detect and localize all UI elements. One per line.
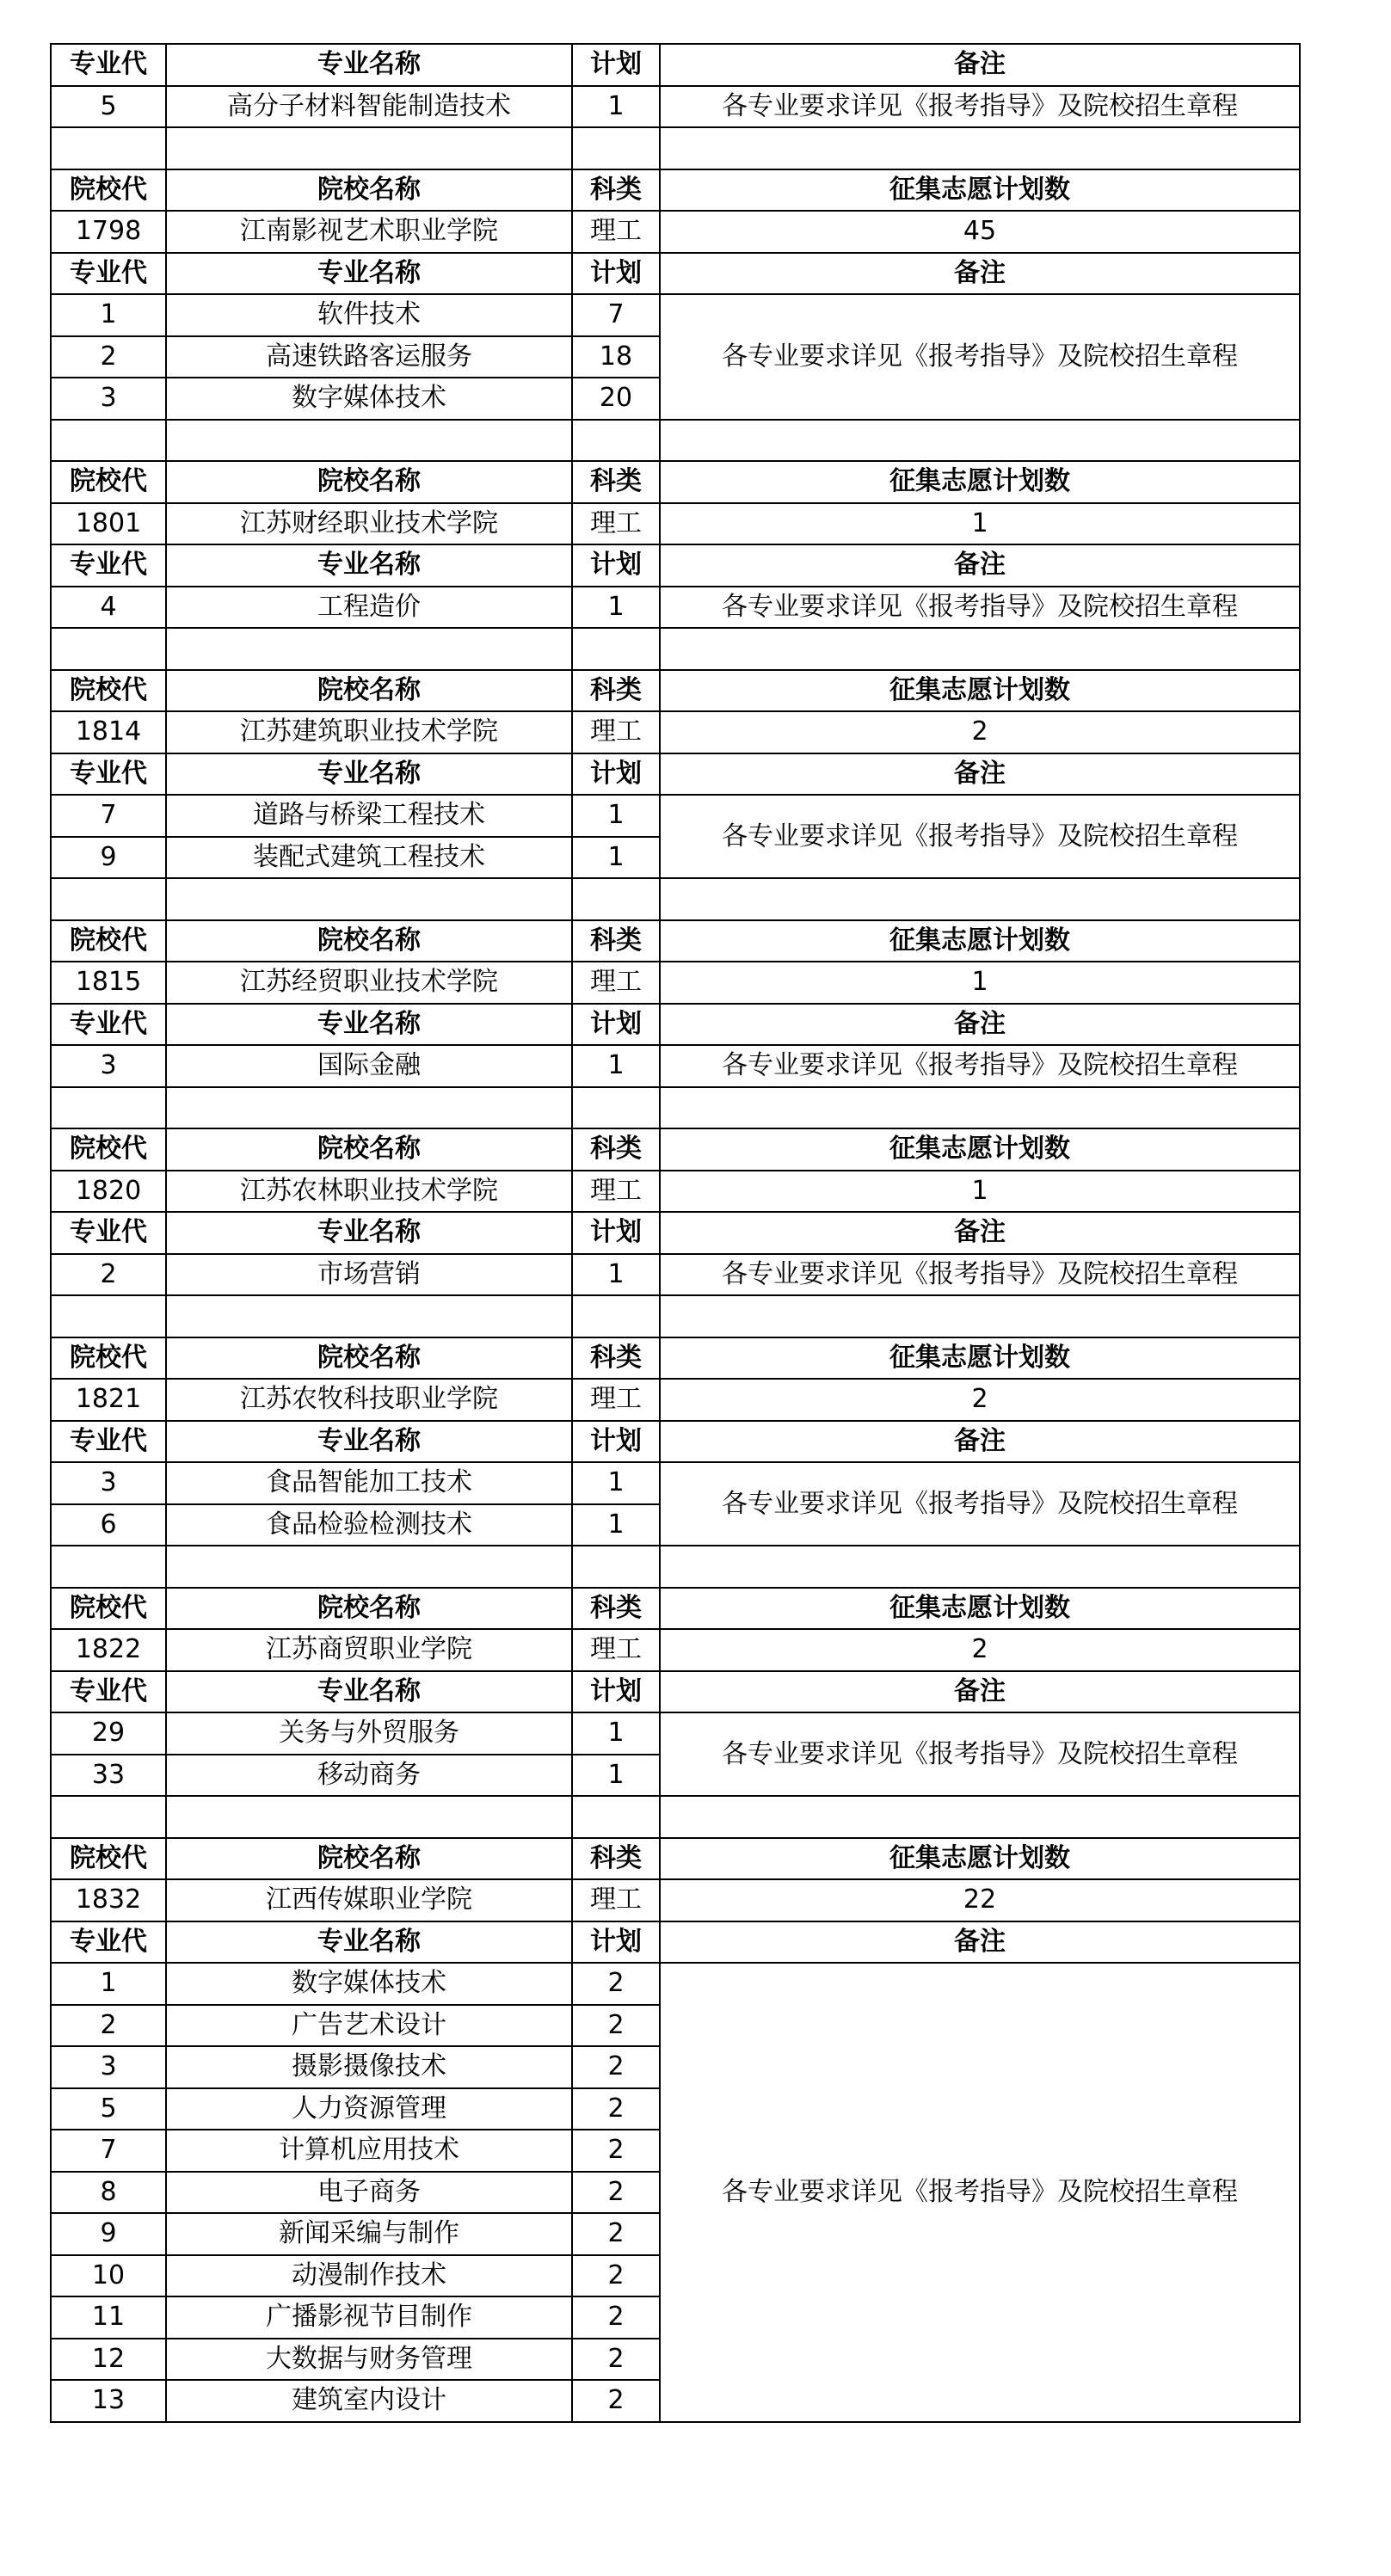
empty-cell: [660, 1087, 1300, 1129]
plan-header: 计划: [572, 253, 660, 295]
school-code: 1821: [51, 1379, 166, 1421]
empty-cell: [51, 127, 166, 169]
empty-cell: [51, 1087, 166, 1129]
school-supp-plan: 2: [660, 711, 1300, 753]
empty-cell: [51, 1796, 166, 1838]
school-header-row: [51, 461, 1300, 503]
major-code: 8: [51, 2172, 166, 2214]
empty-cell: [166, 878, 572, 920]
major-header-row: [51, 1671, 1300, 1713]
school-row: [51, 1171, 1300, 1213]
major-row: [51, 1712, 1300, 1755]
empty-cell: [660, 1295, 1300, 1337]
major-code: 2: [51, 336, 166, 378]
empty-cell: [660, 127, 1300, 169]
school-name: 江苏财经职业技术学院: [166, 503, 572, 545]
spacer-row: [51, 1796, 1300, 1838]
major-name: 广告艺术设计: [166, 2005, 572, 2047]
major-code-header: 专业代: [51, 1921, 166, 1964]
spacer-row: [51, 127, 1300, 169]
school-name-header: 院校名称: [166, 670, 572, 712]
major-code-header: 专业代: [51, 753, 166, 796]
school-supp-plan: 1: [660, 1171, 1300, 1213]
major-plan: 2: [572, 2005, 660, 2047]
category-header: 科类: [572, 670, 660, 712]
category-header: 科类: [572, 1128, 660, 1171]
major-header-row: [51, 1212, 1300, 1254]
remark-cell: 各专业要求详见《报考指导》及院校招生章程: [660, 1462, 1300, 1546]
major-code-header: 专业代: [51, 1421, 166, 1463]
remark-cell: 各专业要求详见《报考指导》及院校招生章程: [660, 86, 1300, 128]
school-header-row: [51, 670, 1300, 712]
spacer-row: [51, 1295, 1300, 1337]
supp-plan-header: 征集志愿计划数: [660, 169, 1300, 212]
spacer-row: [51, 1546, 1300, 1588]
major-name: 工程造价: [166, 587, 572, 629]
enrollment-sheet: [50, 43, 1301, 2423]
school-name: 江西传媒职业学院: [166, 1879, 572, 1921]
major-code: 5: [51, 2088, 166, 2130]
plan-header: 计划: [572, 753, 660, 796]
major-name-header: 专业名称: [166, 44, 572, 86]
remark-cell: 各专业要求详见《报考指导》及院校招生章程: [660, 1045, 1300, 1087]
remark-header: 备注: [660, 253, 1300, 295]
major-plan: 1: [572, 1504, 660, 1546]
school-code: 1815: [51, 962, 166, 1004]
major-name: 计算机应用技术: [166, 2130, 572, 2172]
major-row: [51, 86, 1300, 128]
school-header-row: [51, 1588, 1300, 1630]
school-code: 1814: [51, 711, 166, 753]
school-code-header: 院校代: [51, 1838, 166, 1880]
major-plan: 1: [572, 837, 660, 879]
empty-cell: [572, 628, 660, 670]
school-name-header: 院校名称: [166, 461, 572, 503]
major-plan: 2: [572, 2130, 660, 2172]
major-plan: 2: [572, 2088, 660, 2130]
empty-cell: [572, 1295, 660, 1337]
major-plan: 2: [572, 1963, 660, 2005]
school-header-row: [51, 920, 1300, 962]
school-header-row: [51, 1128, 1300, 1171]
school-row: [51, 962, 1300, 1004]
major-name: 关务与外贸服务: [166, 1712, 572, 1755]
school-supp-plan: 2: [660, 1629, 1300, 1671]
spacer-row: [51, 878, 1300, 920]
school-name: 江苏农林职业技术学院: [166, 1171, 572, 1213]
plan-header: 计划: [572, 1004, 660, 1046]
major-code: 33: [51, 1755, 166, 1797]
empty-cell: [660, 878, 1300, 920]
empty-cell: [51, 420, 166, 462]
major-code: 6: [51, 1504, 166, 1546]
empty-cell: [660, 1546, 1300, 1588]
spacer-row: [51, 1087, 1300, 1129]
major-name: 摄影摄像技术: [166, 2046, 572, 2088]
supp-plan-header: 征集志愿计划数: [660, 670, 1300, 712]
category-header: 科类: [572, 461, 660, 503]
remark-cell: 各专业要求详见《报考指导》及院校招生章程: [660, 1712, 1300, 1796]
plan-header: 计划: [572, 1671, 660, 1713]
school-code-header: 院校代: [51, 1128, 166, 1171]
major-code: 9: [51, 2213, 166, 2255]
major-header-row: [51, 753, 1300, 796]
school-category: 理工: [572, 962, 660, 1004]
plan-header: 计划: [572, 1421, 660, 1463]
school-name: 江苏农牧科技职业学院: [166, 1379, 572, 1421]
remark-cell: 各专业要求详见《报考指导》及院校招生章程: [660, 294, 1300, 420]
major-row: [51, 587, 1300, 629]
school-category: 理工: [572, 711, 660, 753]
major-code: 3: [51, 2046, 166, 2088]
school-code: 1801: [51, 503, 166, 545]
major-name-header: 专业名称: [166, 253, 572, 295]
empty-cell: [51, 1295, 166, 1337]
school-name-header: 院校名称: [166, 1337, 572, 1380]
major-name-header: 专业名称: [166, 1671, 572, 1713]
remark-header: 备注: [660, 1004, 1300, 1046]
remark-cell: 各专业要求详见《报考指导》及院校招生章程: [660, 795, 1300, 878]
supp-plan-header: 征集志愿计划数: [660, 461, 1300, 503]
spacer-row: [51, 420, 1300, 462]
major-header-row: [51, 544, 1300, 587]
school-category: 理工: [572, 1879, 660, 1921]
school-row: [51, 711, 1300, 753]
major-plan: 18: [572, 336, 660, 378]
major-name: 装配式建筑工程技术: [166, 837, 572, 879]
major-code: 1: [51, 294, 166, 336]
school-name-header: 院校名称: [166, 1838, 572, 1880]
major-row: [51, 1963, 1300, 2005]
school-row: [51, 503, 1300, 545]
remark-header: 备注: [660, 1421, 1300, 1463]
major-name: 移动商务: [166, 1755, 572, 1797]
major-name-header: 专业名称: [166, 1421, 572, 1463]
category-header: 科类: [572, 1588, 660, 1630]
school-category: 理工: [572, 211, 660, 253]
school-category: 理工: [572, 1379, 660, 1421]
school-code-header: 院校代: [51, 1588, 166, 1630]
category-header: 科类: [572, 1337, 660, 1380]
school-code-header: 院校代: [51, 920, 166, 962]
major-code-header: 专业代: [51, 1212, 166, 1254]
major-code: 3: [51, 1462, 166, 1504]
empty-cell: [572, 1087, 660, 1129]
major-plan: 20: [572, 378, 660, 420]
school-supp-plan: 1: [660, 503, 1300, 545]
major-name-header: 专业名称: [166, 1212, 572, 1254]
major-name: 大数据与财务管理: [166, 2339, 572, 2381]
remark-cell: 各专业要求详见《报考指导》及院校招生章程: [660, 1963, 1300, 2422]
plan-header: 计划: [572, 1212, 660, 1254]
enrollment-table: [50, 43, 1301, 2423]
major-row: [51, 1462, 1300, 1504]
empty-cell: [51, 878, 166, 920]
empty-cell: [572, 420, 660, 462]
major-code: 4: [51, 587, 166, 629]
major-name: 食品智能加工技术: [166, 1462, 572, 1504]
remark-header: 备注: [660, 1921, 1300, 1964]
major-code: 29: [51, 1712, 166, 1755]
school-code-header: 院校代: [51, 1337, 166, 1380]
school-row: [51, 1629, 1300, 1671]
major-header-row: [51, 44, 1300, 86]
major-plan: 1: [572, 795, 660, 837]
school-name-header: 院校名称: [166, 1128, 572, 1171]
major-plan: 1: [572, 587, 660, 629]
major-plan: 2: [572, 2046, 660, 2088]
major-plan: 2: [572, 2172, 660, 2214]
empty-cell: [166, 420, 572, 462]
major-code: 3: [51, 1045, 166, 1087]
plan-header: 计划: [572, 44, 660, 86]
major-code: 9: [51, 837, 166, 879]
school-code: 1832: [51, 1879, 166, 1921]
empty-cell: [660, 1796, 1300, 1838]
supp-plan-header: 征集志愿计划数: [660, 1128, 1300, 1171]
remark-header: 备注: [660, 1671, 1300, 1713]
major-plan: 2: [572, 2213, 660, 2255]
major-name: 道路与桥梁工程技术: [166, 795, 572, 837]
major-name: 国际金融: [166, 1045, 572, 1087]
major-header-row: [51, 1421, 1300, 1463]
school-category: 理工: [572, 503, 660, 545]
school-supp-plan: 45: [660, 211, 1300, 253]
major-code-header: 专业代: [51, 44, 166, 86]
major-code: 7: [51, 795, 166, 837]
major-row: [51, 294, 1300, 336]
remark-header: 备注: [660, 544, 1300, 587]
major-code: 2: [51, 1254, 166, 1296]
major-code: 13: [51, 2380, 166, 2422]
major-plan: 1: [572, 1462, 660, 1504]
empty-cell: [166, 1295, 572, 1337]
major-name: 市场营销: [166, 1254, 572, 1296]
school-name-header: 院校名称: [166, 1588, 572, 1630]
category-header: 科类: [572, 169, 660, 212]
empty-cell: [572, 1796, 660, 1838]
school-header-row: [51, 1337, 1300, 1380]
school-row: [51, 1879, 1300, 1921]
remark-header: 备注: [660, 44, 1300, 86]
remark-cell: 各专业要求详见《报考指导》及院校招生章程: [660, 587, 1300, 629]
major-code-header: 专业代: [51, 544, 166, 587]
school-code: 1798: [51, 211, 166, 253]
school-row: [51, 211, 1300, 253]
empty-cell: [166, 1796, 572, 1838]
major-name-header: 专业名称: [166, 1004, 572, 1046]
empty-cell: [51, 628, 166, 670]
major-plan: 2: [572, 2380, 660, 2422]
major-name: 电子商务: [166, 2172, 572, 2214]
major-plan: 1: [572, 1755, 660, 1797]
school-category: 理工: [572, 1171, 660, 1213]
major-name: 高分子材料智能制造技术: [166, 86, 572, 128]
school-code-header: 院校代: [51, 169, 166, 212]
major-name-header: 专业名称: [166, 544, 572, 587]
empty-cell: [166, 1546, 572, 1588]
major-header-row: [51, 1004, 1300, 1046]
major-name: 软件技术: [166, 294, 572, 336]
major-plan: 7: [572, 294, 660, 336]
school-header-row: [51, 1838, 1300, 1880]
major-plan: 1: [572, 86, 660, 128]
school-name: 江苏建筑职业技术学院: [166, 711, 572, 753]
empty-cell: [166, 1087, 572, 1129]
major-row: [51, 1254, 1300, 1296]
school-code: 1820: [51, 1171, 166, 1213]
major-plan: 2: [572, 2296, 660, 2339]
plan-header: 计划: [572, 544, 660, 587]
remark-header: 备注: [660, 1212, 1300, 1254]
school-name: 江苏经贸职业技术学院: [166, 962, 572, 1004]
school-code: 1822: [51, 1629, 166, 1671]
major-name-header: 专业名称: [166, 1921, 572, 1964]
school-category: 理工: [572, 1629, 660, 1671]
major-name: 食品检验检测技术: [166, 1504, 572, 1546]
empty-cell: [660, 628, 1300, 670]
school-name-header: 院校名称: [166, 169, 572, 212]
empty-cell: [660, 420, 1300, 462]
major-plan: 1: [572, 1712, 660, 1755]
major-name-header: 专业名称: [166, 753, 572, 796]
empty-cell: [166, 127, 572, 169]
school-name: 江苏商贸职业学院: [166, 1629, 572, 1671]
remark-header: 备注: [660, 753, 1300, 796]
category-header: 科类: [572, 1838, 660, 1880]
major-code: 10: [51, 2255, 166, 2297]
major-code: 3: [51, 378, 166, 420]
major-name: 新闻采编与制作: [166, 2213, 572, 2255]
school-supp-plan: 22: [660, 1879, 1300, 1921]
major-plan: 1: [572, 1045, 660, 1087]
plan-header: 计划: [572, 1921, 660, 1964]
empty-cell: [572, 878, 660, 920]
empty-cell: [166, 628, 572, 670]
major-header-row: [51, 1921, 1300, 1964]
major-name: 数字媒体技术: [166, 1963, 572, 2005]
supp-plan-header: 征集志愿计划数: [660, 920, 1300, 962]
major-name: 广播影视节目制作: [166, 2296, 572, 2339]
major-code: 7: [51, 2130, 166, 2172]
school-supp-plan: 1: [660, 962, 1300, 1004]
school-row: [51, 1379, 1300, 1421]
major-code: 2: [51, 2005, 166, 2047]
major-code-header: 专业代: [51, 253, 166, 295]
school-code-header: 院校代: [51, 670, 166, 712]
category-header: 科类: [572, 920, 660, 962]
major-row: [51, 795, 1300, 837]
school-code-header: 院校代: [51, 461, 166, 503]
major-name: 动漫制作技术: [166, 2255, 572, 2297]
major-code-header: 专业代: [51, 1671, 166, 1713]
major-code: 12: [51, 2339, 166, 2381]
major-plan: 2: [572, 2339, 660, 2381]
remark-cell: 各专业要求详见《报考指导》及院校招生章程: [660, 1254, 1300, 1296]
spacer-row: [51, 628, 1300, 670]
supp-plan-header: 征集志愿计划数: [660, 1337, 1300, 1380]
major-code: 11: [51, 2296, 166, 2339]
school-supp-plan: 2: [660, 1379, 1300, 1421]
school-header-row: [51, 169, 1300, 212]
major-code: 5: [51, 86, 166, 128]
major-name: 数字媒体技术: [166, 378, 572, 420]
major-code: 1: [51, 1963, 166, 2005]
supp-plan-header: 征集志愿计划数: [660, 1588, 1300, 1630]
school-name: 江南影视艺术职业学院: [166, 211, 572, 253]
empty-cell: [572, 127, 660, 169]
major-code-header: 专业代: [51, 1004, 166, 1046]
supp-plan-header: 征集志愿计划数: [660, 1838, 1300, 1880]
major-plan: 2: [572, 2255, 660, 2297]
school-name-header: 院校名称: [166, 920, 572, 962]
major-name: 建筑室内设计: [166, 2380, 572, 2422]
major-row: [51, 1045, 1300, 1087]
empty-cell: [51, 1546, 166, 1588]
major-header-row: [51, 253, 1300, 295]
major-name: 人力资源管理: [166, 2088, 572, 2130]
major-name: 高速铁路客运服务: [166, 336, 572, 378]
empty-cell: [572, 1546, 660, 1588]
major-plan: 1: [572, 1254, 660, 1296]
